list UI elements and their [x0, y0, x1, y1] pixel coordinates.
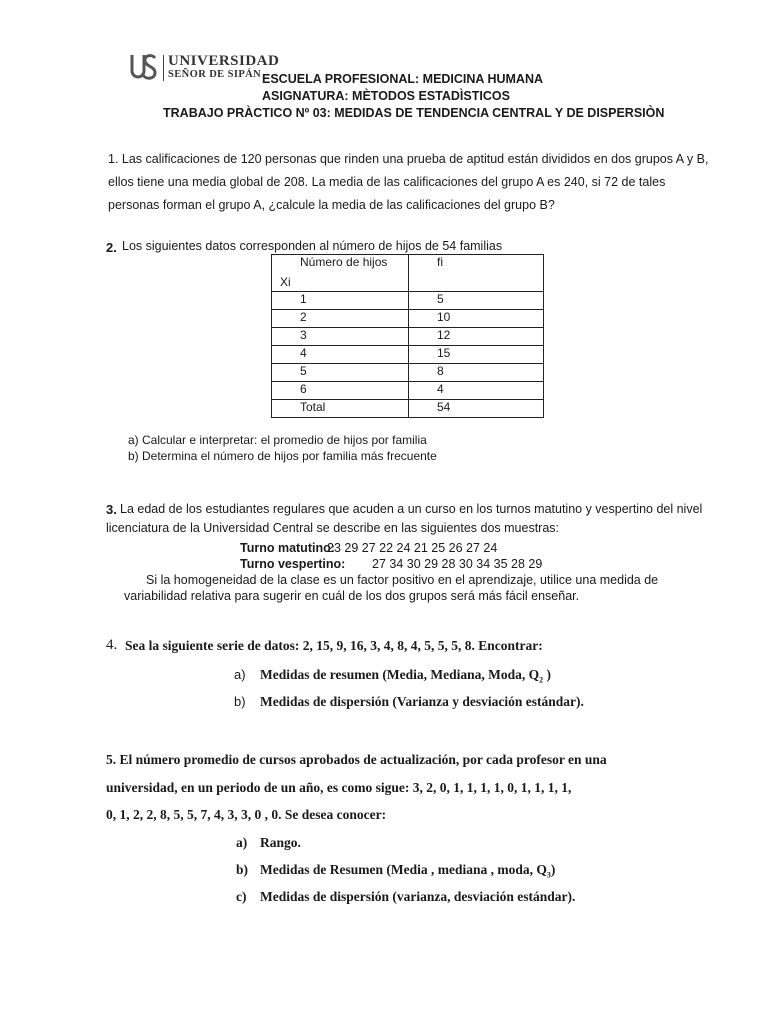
- q1-line3: personas forman el grupo A, ¿calcule la media de las calificaciones del grupo B?: [108, 198, 555, 212]
- q5-a-text: Rango.: [260, 835, 301, 850]
- q5-line1: 5. El número promedio de cursos aprobados de actualización, por cada profesor en una: [106, 752, 607, 767]
- table-row-total: [272, 400, 544, 418]
- q5-b-end: ): [550, 862, 556, 877]
- q5-b-text: Medidas de Resumen (Media , mediana , moda, Q: [260, 862, 547, 877]
- header-title: TRABAJO PRÀCTICO Nº 03: MEDIDAS DE TENDENCIA CENTRAL Y DE DISPERSIÒN: [163, 106, 665, 120]
- table-row: [272, 382, 544, 400]
- table-row: [272, 310, 544, 328]
- q5-b-subscript: 3: [546, 870, 551, 880]
- q4-a-subscript: 2: [539, 675, 544, 685]
- uss-logo-icon: [130, 53, 158, 83]
- q5-c-label: c): [236, 889, 247, 904]
- table-cell-x: 4: [272, 346, 409, 364]
- q3-number: 3.: [106, 502, 117, 517]
- q5-line2: universidad, en un periodo de un año, es como sigue: 3, 2, 0, 1, 1, 1, 1, 0, 1, 1, 1, 1,: [106, 780, 572, 795]
- q2-item-b: b) Determina el número de hijos por familia más frecuente: [128, 449, 437, 463]
- q3-matutino-values: 23 29 27 22 24 21 25 26 27 24: [327, 541, 498, 555]
- q1-line2: ellos tiene una media global de 208. La media de las calificaciones del grupo A es 240, si 72 de tales: [108, 175, 666, 189]
- q3-line3: Si la homogeneidad de la clase es un factor positivo en el aprendizaje, utilice una medida de: [146, 573, 659, 587]
- header-school: ESCUELA PROFESIONAL: MEDICINA HUMANA: [262, 72, 544, 86]
- header-subject: ASIGNATURA: MÈTODOS ESTADÌSTICOS: [262, 89, 510, 103]
- q4-text: Sea la siguiente serie de datos: 2, 15, 9, 16, 3, 4, 8, 4, 5, 5, 5, 8. Encontrar:: [125, 638, 543, 653]
- q2-number: 2.: [106, 240, 117, 255]
- table-cell-f: 5: [409, 292, 544, 310]
- q5-c-text: Medidas de dispersión (varianza, desviación estándar).: [260, 889, 576, 904]
- logo-text-universidad: UNIVERSIDAD: [168, 53, 280, 69]
- table-cell-x: 1: [272, 292, 409, 310]
- table-row: [272, 328, 544, 346]
- table-cell-f: 4: [409, 382, 544, 400]
- table-header-xi: Xi: [280, 275, 291, 289]
- table-header-row: [272, 255, 544, 292]
- q4-b-label: b): [234, 694, 246, 709]
- table-header-number-of-children: Número de hijos: [300, 255, 388, 269]
- q4-a-item: [260, 667, 551, 685]
- q5-line3: 0, 1, 2, 2, 8, 5, 5, 7, 4, 3, 3, 0 , 0. Se desea conocer:: [106, 807, 387, 822]
- q3-line2: licenciatura de la Universidad Central se describe en las siguientes dos muestras:: [106, 521, 560, 535]
- table-cell-x: 3: [272, 328, 409, 346]
- q1-line1: 1. Las calificaciones de 120 personas que rinden una prueba de aptitud están divididos en dos grupos A y B,: [108, 152, 709, 166]
- children-frequency-table: [271, 254, 544, 418]
- q4-a-label: a): [234, 667, 246, 682]
- q4-a-end: ): [543, 667, 551, 682]
- table-row: [272, 364, 544, 382]
- table-cell-f: 8: [409, 364, 544, 382]
- q4-b-text: Medidas de dispersión (Varianza y desviación estándar).: [260, 694, 584, 709]
- q2-item-a: a) Calcular e interpretar: el promedio de hijos por familia: [128, 433, 427, 447]
- table-cell-f: 10: [409, 310, 544, 328]
- university-logo: [130, 53, 280, 83]
- logo-text-senor-de-sipan: SEÑOR DE SIPÁN: [168, 69, 262, 80]
- table-cell-x: 5: [272, 364, 409, 382]
- table-cell-f: 54: [409, 400, 544, 418]
- table-header-fi: fi: [409, 255, 544, 292]
- q5-b-item: [260, 862, 555, 880]
- table-cell-x: Total: [272, 400, 409, 418]
- table-row: [272, 346, 544, 364]
- table-cell-x: 2: [272, 310, 409, 328]
- q3-line4: variabilidad relativa para sugerir en cuál de los dos grupos será más fácil enseñar.: [124, 589, 580, 603]
- q3-matutino-label: Turno matutino:: [240, 541, 335, 555]
- table-cell-f: 12: [409, 328, 544, 346]
- q4-number: 4.: [106, 637, 118, 653]
- table-cell-x: 6: [272, 382, 409, 400]
- q5-b-label: b): [236, 862, 249, 877]
- q3-vespertino-values: 27 34 30 29 28 30 34 35 28 29: [372, 557, 543, 571]
- table-cell-f: 15: [409, 346, 544, 364]
- q3-vespertino-label: Turno vespertino:: [240, 557, 346, 571]
- q4-a-text: Medidas de resumen (Media, Mediana, Moda, Q: [260, 667, 540, 682]
- q3-line1: La edad de los estudiantes regulares que acuden a un curso en los turnos matutino y vespertino del nivel: [120, 502, 703, 516]
- q5-a-label: a): [236, 835, 248, 850]
- q2-intro: Los siguientes datos corresponden al número de hijos de 54 familias: [122, 239, 503, 253]
- table-row: [272, 292, 544, 310]
